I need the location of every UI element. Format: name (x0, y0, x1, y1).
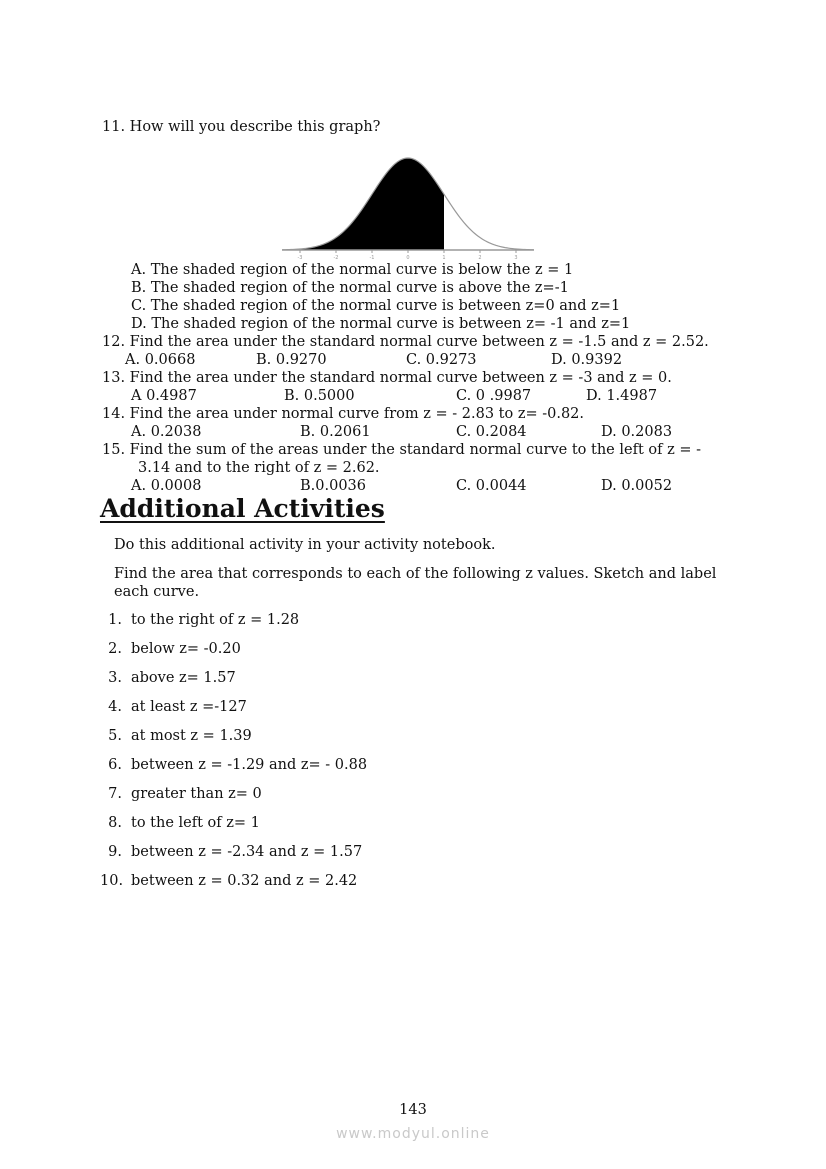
list-item-number: 4. (108, 699, 122, 715)
q15-answer-a: A. 0.0008 (131, 478, 202, 494)
q12-answer-b: B. 0.9270 (256, 352, 327, 368)
list-item (100, 612, 299, 628)
list-item-text: between z = -1.29 and z= - 0.88 (131, 757, 368, 773)
q14-answer-a: A. 0.2038 (131, 424, 202, 440)
axis-tick-label: -3 (297, 255, 303, 260)
q12-answer-d: D. 0.9392 (551, 352, 623, 368)
list-item-number: 5. (108, 728, 122, 744)
q15-answer-d: D. 0.0052 (601, 478, 673, 494)
q15-answer-c: C. 0.0044 (456, 478, 527, 494)
q12-answer-a: A. 0.0668 (125, 352, 196, 368)
list-item-number: 10. (100, 873, 124, 889)
list-item (100, 641, 241, 657)
list-item-number: 3. (108, 670, 122, 686)
normal-curve-graph (280, 150, 536, 260)
list-item-text: between z = 0.32 and z = 2.42 (131, 873, 358, 889)
intro-text: Do this additional activity in your activity notebook. (114, 537, 496, 553)
page-number: 143 (399, 1102, 427, 1118)
list-item-number: 1. (108, 612, 122, 628)
question-12: 12. Find the area under the standard normal curve between z = -1.5 and z = 2.52. (102, 334, 709, 350)
axis-tick-label: 1 (442, 255, 446, 260)
q14-answer-c: C. 0.2084 (456, 424, 527, 440)
list-item-number: 9. (108, 844, 122, 860)
q12-answer-c: C. 0.9273 (406, 352, 477, 368)
shaded-region (282, 158, 444, 250)
axis-tick-label: 3 (514, 255, 518, 260)
axis-tick-label: -2 (333, 255, 339, 260)
list-item-number: 2. (108, 641, 122, 657)
axis-tick-label: 0 (406, 255, 410, 260)
list-item (100, 815, 260, 831)
q11-option-a: A. The shaded region of the normal curve is below the z = 1 (131, 262, 574, 278)
list-item-number: 6. (108, 757, 122, 773)
axis-ticks (298, 250, 518, 260)
question-11: 11. How will you describe this graph? (102, 119, 381, 135)
list-item-text: between z = -2.34 and z = 1.57 (131, 844, 363, 860)
axis-tick-label: -1 (369, 255, 375, 260)
q13-answer-d: D. 1.4987 (586, 388, 658, 404)
q14-answer-d: D. 0.2083 (601, 424, 673, 440)
list-item-text: at least z =-127 (131, 699, 247, 715)
list-item (100, 873, 357, 889)
instruction-text: Find the area that corresponds to each of the following z values. Sketch and label each curve. (114, 566, 717, 600)
q11-option-b: B. The shaded region of the normal curve is above the z=-1 (131, 280, 569, 296)
list-item (100, 844, 362, 860)
q15-answer-b: B.0.0036 (300, 478, 367, 494)
question-14: 14. Find the area under normal curve from z = - 2.83 to z= -0.82. (102, 406, 585, 422)
list-item-number: 8. (108, 815, 122, 831)
axis-tick-label: 2 (478, 255, 482, 260)
list-item (100, 670, 236, 686)
q11-option-c: C. The shaded region of the normal curve is between z=0 and z=1 (131, 298, 621, 314)
watermark: www.modyul.online (336, 1126, 490, 1142)
question-15-line2: 3.14 and to the right of z = 2.62. (138, 460, 380, 476)
list-item (100, 728, 252, 744)
list-item-text: greater than z= 0 (131, 786, 262, 802)
list-item-text: to the right of z = 1.28 (131, 612, 300, 628)
list-item-text: to the left of z= 1 (131, 815, 260, 831)
list-item (100, 757, 367, 773)
section-heading: Additional Activities (100, 494, 385, 523)
question-13: 13. Find the area under the standard normal curve between z = -3 and z = 0. (102, 370, 672, 386)
q13-answer-b: B. 0.5000 (284, 388, 355, 404)
q14-answer-b: B. 0.2061 (300, 424, 371, 440)
list-item (100, 786, 262, 802)
question-15-line1: 15. Find the sum of the areas under the standard normal curve to the left of z = - (102, 442, 702, 458)
list-item-number: 7. (108, 786, 122, 802)
list-item-text: below z= -0.20 (131, 641, 241, 657)
q11-option-d: D. The shaded region of the normal curve is between z= -1 and z=1 (131, 316, 631, 332)
q13-answer-a: A 0.4987 (131, 388, 197, 404)
list-item (100, 699, 247, 715)
list-item-text: at most z = 1.39 (131, 728, 252, 744)
list-item-text: above z= 1.57 (131, 670, 236, 686)
q13-answer-c: C. 0 .9987 (456, 388, 532, 404)
